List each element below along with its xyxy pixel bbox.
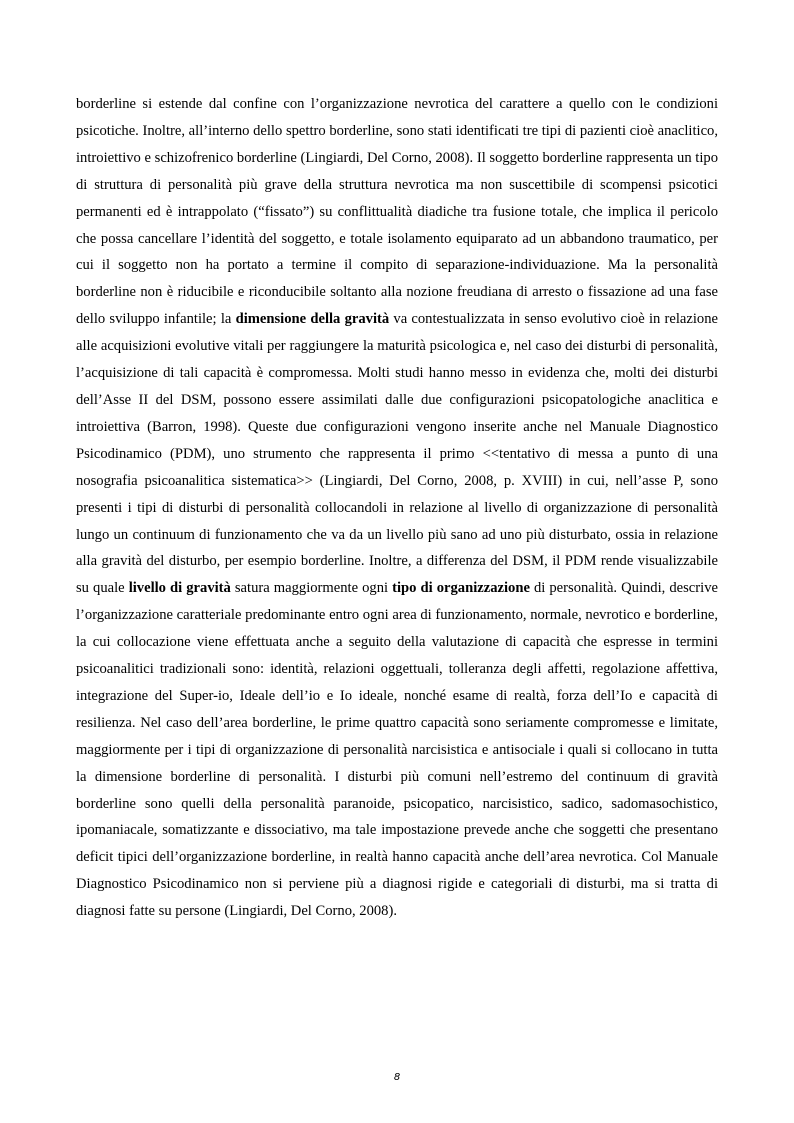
text-segment: va contestualizzata in senso evolutivo cioè in relazione alle acquisizioni evolutive vitali per raggiungere la maturità psicologica e, nel caso dei disturbi di personalità, l’acquisizione di tali capacità è compromessa. Molti studi hanno messo in evidenza che, molti dei disturbi dell’Asse II del DSM, possono essere assimilati dalle due configurazioni psicopatologiche anaclitica e introiettiva (Barron, 1998). Queste due configurazioni vengono inserite anche nel Manuale Diagnostico Psicodinamico (PDM), uno strumento che rappresenta il primo <<tentativo di messa a punto di una nosografia psicoanalitica sistematica>> (Lingiardi, Del Corno, 2008, p. XVIII) in cui, nell’asse P, sono presenti i tipi di disturbi di personalità collocandoli in relazione al livello di organizzazione di personalità lungo un continuum di funzionamento che va da un livello più sano ad uno più disturbato, ossia in relazione alla gravità del disturbo, per esempio borderline. Inoltre, a differenza del DSM, il PDM rende visualizzabile su quale [76,311,718,597]
bold-term-tipo-organizzazione: tipo di organizzazione [392,580,530,597]
bold-term-dimensione-gravita: dimensione della gravità [235,311,390,328]
bold-term-livello-gravita: livello di gravità [128,580,231,597]
text-segment: borderline si estende dal confine con l’organizzazione nevrotica del carattere a quello con le condizioni psicotiche. Inoltre, all’interno dello spettro borderline, sono stati identificati tre tipi di pazienti cioè anaclitico, introiettivo e schizofrenico borderline (Lingiardi, Del Corno, 2008). Il soggetto borderline rappresenta un tipo di struttura di personalità più grave della struttura nevrotica ma non suscettibile di scompensi psicotici permanenti ed è intrappolato (“fissato”) su conflittualità diadiche tra fusione totale, che implica il pericolo che possa cancellare l’identità del soggetto, e totale isolamento equiparato ad un abbandono traumatico, per cui il soggetto non ha portato a termine il compito di separazione-individuazione. Ma la personalità borderline non è riducibile e riconducibile soltanto alla nozione freudiana di arresto o fissazione ad una fase dello sviluppo infantile; la [76,96,718,328]
text-segment: satura maggiormente ogni [230,580,393,597]
text-segment: di personalità. Quindi, descrive l’organizzazione caratteriale predominante entro ogni area di funzionamento, normale, nevrotico e borderline, la cui collocazione viene effettuata anche a seguito della valutazione di capacità che espresse in termini psicoanalitici tradizionali sono: identità, relazioni oggettuali, tolleranza degli affetti, regolazione affettiva, integrazione del Super-io, Ideale dell’io e Io ideale, nonché esame di realtà, forza dell’Io e capacità di resilienza. Nel caso dell’area borderline, le prime quattro capacità sono seriamente compromesse e limitate, maggiormente per i tipi di organizzazione di personalità narcisistica e antisociale i quali si collocano in tutta la dimensione borderline di personalità. I disturbi più comuni nell’estremo del continuum di gravità borderline sono quelli della personalità paranoide, psicopatico, narcisistico, sadico, sadomasochistico, ipomaniacale, somatizzante e dissociativo, ma tale impostazione prevede anche che soggetti che presentano deficit tipici dell’organizzazione borderline, in realtà hanno capacità anche dell’area nevrotica. Col Manuale Diagnostico Psicodinamico non si perviene più a diagnosi rigide e categoriali di disturbi, ma si tratta di diagnosi fatte su persone (Lingiardi, Del Corno, 2008). [76,580,718,920]
page-number: 8 [393,1072,401,1083]
body-paragraph [76,91,718,925]
